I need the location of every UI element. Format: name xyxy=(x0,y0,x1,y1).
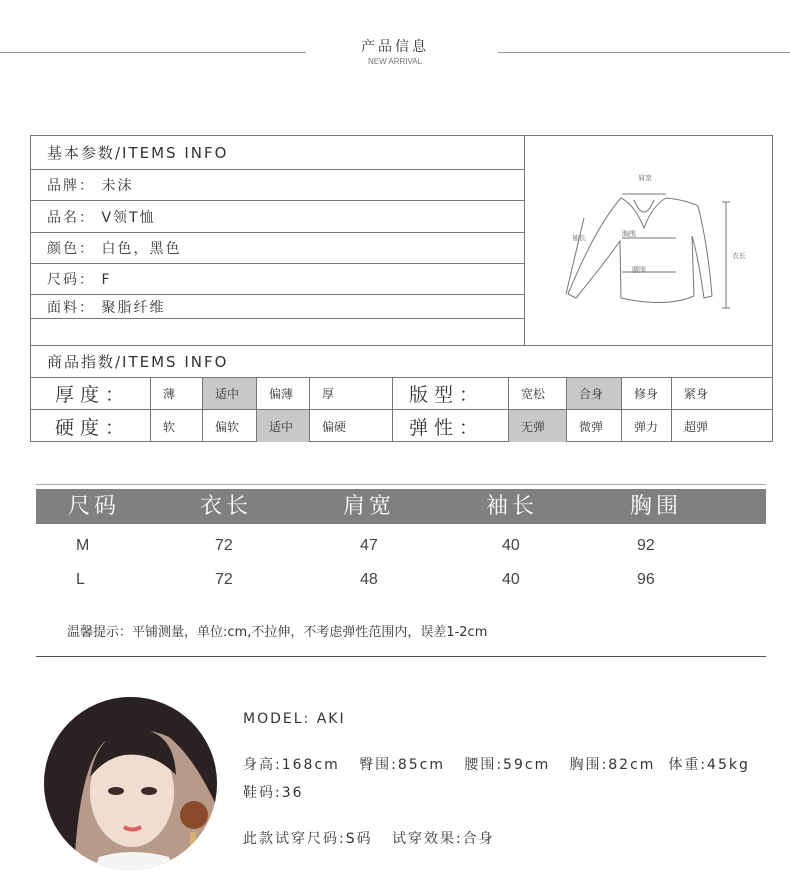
fabric-row: 面料： 聚脂纤维 xyxy=(31,295,525,319)
chest-label: 胸围 xyxy=(622,230,636,238)
elasticity-option: 微弹 xyxy=(567,410,622,442)
size-table-top-rule xyxy=(36,484,766,485)
tshirt-diagram-icon xyxy=(526,136,773,345)
model-name: MODEL: AKI xyxy=(243,711,346,727)
header-shoulder: 肩宽 xyxy=(343,494,396,519)
section-title: 产品信息 xyxy=(361,39,429,55)
product-info-table xyxy=(30,135,773,442)
table-cell: 47 xyxy=(360,537,378,554)
thickness-option: 偏薄 xyxy=(257,378,310,409)
size-row: 尺码： F xyxy=(31,264,525,295)
garment-figure xyxy=(526,136,773,345)
size-table-bottom-rule xyxy=(36,656,766,657)
table-cell: 72 xyxy=(215,571,233,588)
index-row-1 xyxy=(31,378,772,410)
thickness-option: 厚 xyxy=(310,378,393,409)
measurement-tip: 温馨提示：平铺测量，单位:cm,不拉伸，不考虑弹性范围内，误差1-2cm xyxy=(67,625,488,640)
elasticity-option: 超弹 xyxy=(684,419,709,434)
empty-row xyxy=(31,319,525,345)
elasticity-option: 弹力 xyxy=(622,410,672,442)
shoulder-label: 肩宽 xyxy=(638,174,652,182)
length-label: 衣长 xyxy=(732,252,746,260)
table-cell: 40 xyxy=(502,571,520,588)
product-name-row: 品名： V领T恤 xyxy=(31,201,525,233)
brand-row: 品牌： 未沫 xyxy=(31,170,525,201)
elasticity-label: 弹性： xyxy=(393,410,509,442)
header-chest: 胸围 xyxy=(630,494,683,519)
model-avatar xyxy=(44,697,217,870)
hardness-label: 硬度： xyxy=(31,410,151,442)
header-size: 尺码 xyxy=(68,494,121,519)
fit-label: 版型： xyxy=(393,378,509,409)
table-cell: 96 xyxy=(637,571,655,588)
basic-params-heading: 基本参数/ITEMS INFO xyxy=(31,136,525,170)
elasticity-option-selected: 无弹 xyxy=(509,410,567,442)
thickness-label: 厚度： xyxy=(31,378,151,409)
model-measurements: 身高:168cm 臀围:85cm 腰围:59cm 胸围:82cm 体重:45kg xyxy=(243,757,750,773)
model-fitting: 此款试穿尺码:S码 试穿效果:合身 xyxy=(243,831,495,847)
hardness-option: 偏软 xyxy=(203,410,257,442)
header-sleeve: 袖长 xyxy=(486,494,539,519)
thickness-option-selected: 适中 xyxy=(203,378,257,409)
thickness-option: 薄 xyxy=(151,378,203,409)
fit-option: 紧身 xyxy=(684,387,709,401)
header-length: 衣长 xyxy=(200,494,253,519)
fit-option-selected: 合身 xyxy=(567,378,622,409)
fit-option: 修身 xyxy=(622,378,672,409)
fit-option: 宽松 xyxy=(509,378,567,409)
size-table-header xyxy=(36,489,766,524)
model-shoe-size: 鞋码:36 xyxy=(243,785,304,801)
sleeve-label: 袖长 xyxy=(572,234,586,242)
index-row-2 xyxy=(31,410,772,442)
index-heading: 商品指数/ITEMS INFO xyxy=(31,345,772,378)
table-cell: 48 xyxy=(360,571,378,588)
color-row: 颜色： 白色，黑色 xyxy=(31,233,525,264)
table-cell: 72 xyxy=(215,537,233,554)
table-cell: 92 xyxy=(637,537,655,554)
table-cell: L xyxy=(76,571,85,588)
table-cell: 40 xyxy=(502,537,520,554)
hardness-option: 软 xyxy=(151,410,203,442)
hardness-option-selected: 适中 xyxy=(257,410,310,442)
table-cell: M xyxy=(76,537,90,554)
section-subtitle: NEW ARRIVAL xyxy=(367,57,423,66)
model-portrait-icon xyxy=(44,697,217,870)
hardness-option: 偏硬 xyxy=(310,410,393,442)
waist-label: 腰围 xyxy=(632,266,646,274)
